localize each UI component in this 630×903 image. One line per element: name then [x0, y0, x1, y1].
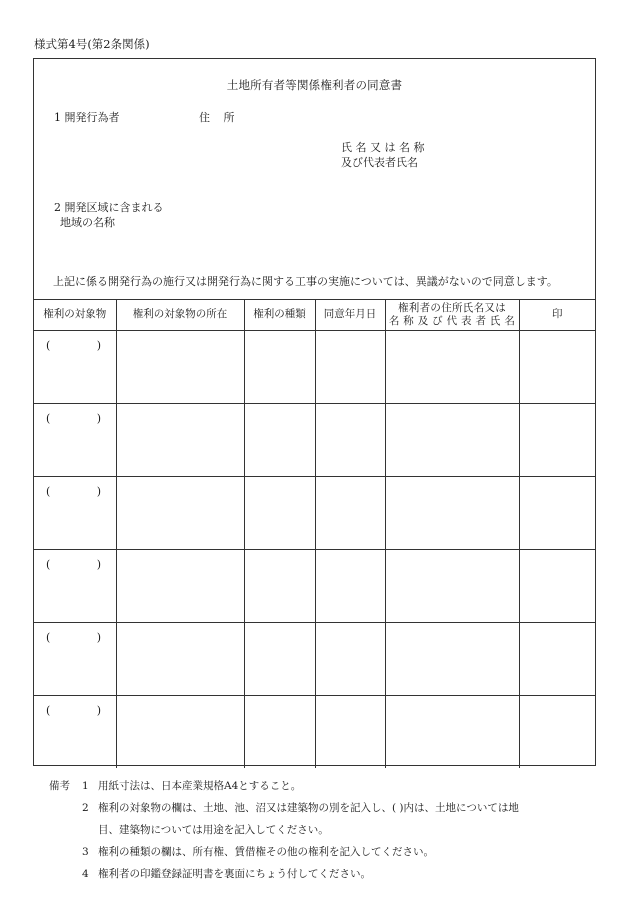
location-cell[interactable] [116, 623, 244, 696]
seal-cell[interactable] [519, 696, 595, 769]
table-row [34, 696, 595, 769]
note-text: 用紙寸法は、日本産業規格A4とすること。 [98, 780, 302, 792]
header-rights-object: 権利の対象物 [34, 300, 116, 331]
header-seal: 印 [519, 300, 595, 331]
table-row [34, 477, 595, 550]
rights-holders-table [34, 299, 595, 768]
rights-holder-cell[interactable] [385, 331, 519, 404]
rights-holder-cell[interactable] [385, 404, 519, 477]
consent-statement: 上記に係る開発行為の施行又は開発行為に関する工事の実施については、異議がないので同意します。 [53, 275, 558, 288]
close-paren: ) [96, 704, 101, 717]
seal-cell[interactable] [519, 623, 595, 696]
location-cell[interactable] [116, 696, 244, 769]
rights-type-cell[interactable] [244, 331, 315, 404]
note-line [49, 863, 519, 885]
rights-holder-cell[interactable] [385, 550, 519, 623]
consent-date-cell[interactable] [315, 404, 385, 477]
rights-object-cell[interactable] [34, 696, 116, 769]
consent-date-cell[interactable] [315, 331, 385, 404]
consent-date-cell[interactable] [315, 477, 385, 550]
seal-cell[interactable] [519, 477, 595, 550]
rights-object-cell[interactable] [34, 550, 116, 623]
location-cell[interactable] [116, 331, 244, 404]
header-rights-type: 権利の種類 [244, 300, 315, 331]
development-area-name-label: 地域の名称 [60, 216, 115, 229]
rights-type-cell[interactable] [244, 696, 315, 769]
form-title: 土地所有者等関係権利者の同意書 [226, 78, 403, 92]
rights-object-parentheses [46, 412, 101, 425]
rights-object-parentheses [46, 631, 101, 644]
note-line [49, 775, 519, 797]
consent-date-cell[interactable] [315, 696, 385, 769]
table-row [34, 550, 595, 623]
rights-type-cell[interactable] [244, 623, 315, 696]
note-number: 1 [82, 780, 89, 792]
location-cell[interactable] [116, 550, 244, 623]
seal-cell[interactable] [519, 550, 595, 623]
rights-object-parentheses [46, 558, 101, 571]
note-number: 4 [82, 868, 89, 880]
close-paren: ) [96, 558, 101, 571]
rights-holder-cell[interactable] [385, 477, 519, 550]
note-number: 3 [82, 846, 89, 858]
rights-object-parentheses [46, 485, 101, 498]
open-paren: ( [46, 558, 51, 571]
open-paren: ( [46, 631, 51, 644]
rights-object-cell[interactable] [34, 404, 116, 477]
rights-object-cell[interactable] [34, 623, 116, 696]
seal-cell[interactable] [519, 404, 595, 477]
seal-cell[interactable] [519, 331, 595, 404]
close-paren: ) [96, 631, 101, 644]
developer-label: 1 開発行為者 [54, 111, 120, 124]
location-cell[interactable] [116, 404, 244, 477]
close-paren: ) [96, 485, 101, 498]
note-text: 権利の対象物の欄は、土地、池、沼又は建築物の別を記入し、( )内は、土地については地 [98, 802, 519, 814]
development-area-label: 2 開発区域に含まれる [54, 201, 164, 214]
header-rights-holder-address-name: 権利者の住所氏名又は 名 称 及 び 代 表 者 氏 名 [385, 300, 519, 331]
rights-type-cell[interactable] [244, 477, 315, 550]
notes-section [49, 775, 519, 885]
rights-object-parentheses [46, 704, 101, 717]
note-text: 権利者の印鑑登録証明書を裏面にちょう付してください。 [98, 868, 371, 880]
close-paren: ) [96, 412, 101, 425]
open-paren: ( [46, 412, 51, 425]
header-rights-object-location: 権利の対象物の所在 [116, 300, 244, 331]
note-line [49, 841, 519, 863]
rights-type-cell[interactable] [244, 404, 315, 477]
header-consent-date: 同意年月日 [315, 300, 385, 331]
developer-address-label: 住 所 [199, 111, 235, 124]
note-number: 2 [82, 802, 89, 814]
note-text: 目、建築物については用途を記入してください。 [98, 824, 329, 836]
close-paren: ) [96, 339, 101, 352]
consent-form-frame [33, 58, 596, 766]
developer-name-label: 氏 名 又 は 名 称 [341, 141, 425, 154]
rights-holder-cell[interactable] [385, 623, 519, 696]
rights-object-parentheses [46, 339, 101, 352]
open-paren: ( [46, 704, 51, 717]
open-paren: ( [46, 339, 51, 352]
developer-representative-label: 及び代表者氏名 [341, 156, 418, 169]
consent-date-cell[interactable] [315, 550, 385, 623]
notes-label: 備考 [49, 780, 70, 792]
rights-holder-cell[interactable] [385, 696, 519, 769]
table-row [34, 623, 595, 696]
rights-object-cell[interactable] [34, 331, 116, 404]
note-line [49, 797, 519, 819]
open-paren: ( [46, 485, 51, 498]
table-row [34, 331, 595, 404]
rights-object-cell[interactable] [34, 477, 116, 550]
table-row [34, 404, 595, 477]
form-number: 様式第4号(第2条関係) [34, 37, 150, 51]
location-cell[interactable] [116, 477, 244, 550]
note-line [49, 819, 519, 841]
note-text: 権利の種類の欄は、所有権、賃借権その他の権利を記入してください。 [98, 846, 434, 858]
consent-date-cell[interactable] [315, 623, 385, 696]
rights-type-cell[interactable] [244, 550, 315, 623]
table-header-row [34, 300, 595, 331]
